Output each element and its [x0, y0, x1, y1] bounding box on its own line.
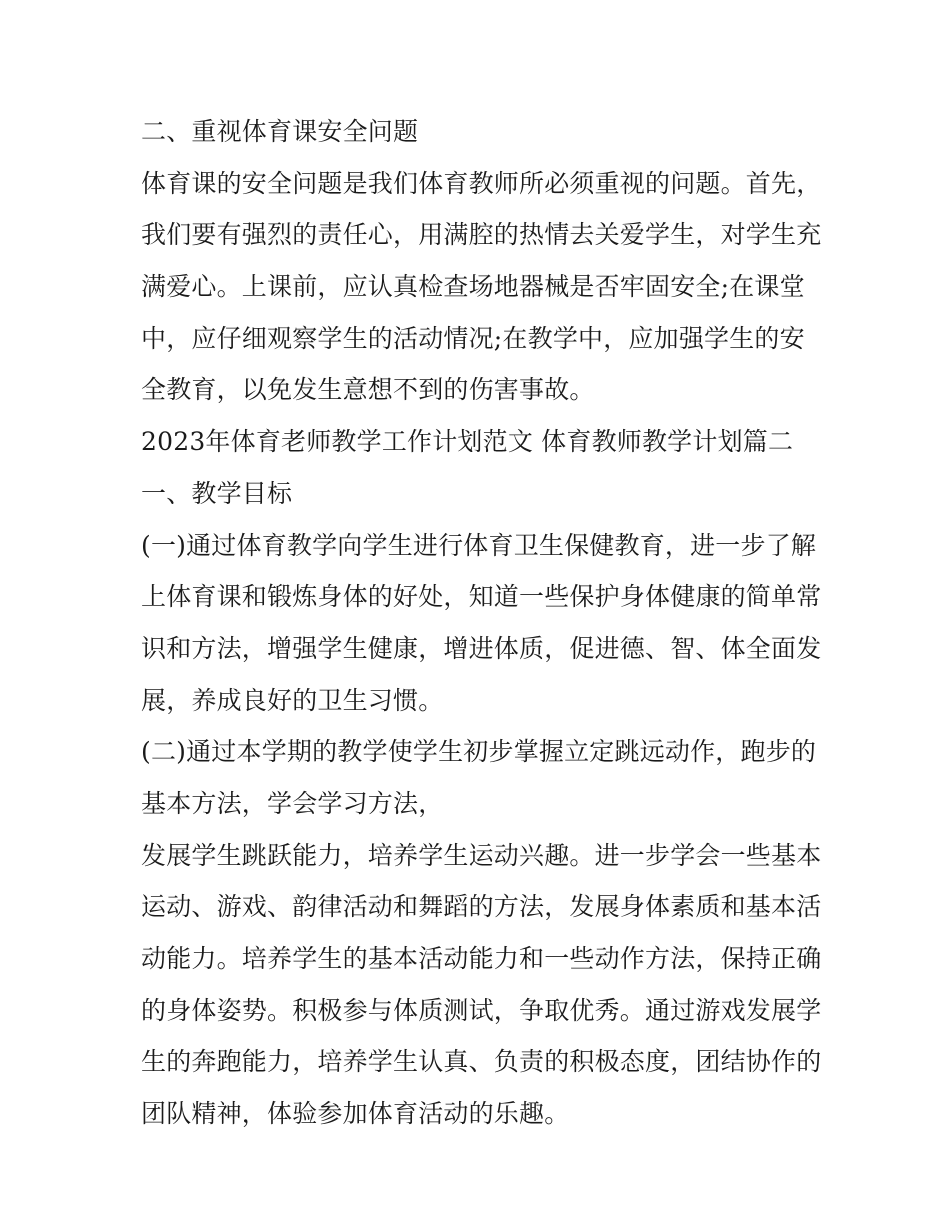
section-heading-safety: 二、重视体育课安全问题 — [141, 117, 419, 146]
paragraph-line: 上体育课和锻炼身体的好处，知道一些保护身体健康的简单常 — [141, 582, 822, 612]
paragraph-line: 全教育，以免发生意想不到的伤害事故。 — [141, 375, 595, 405]
section-heading-goals: 一、教学目标 — [141, 478, 293, 508]
paragraph-line: 中，应仔细观察学生的活动情况;在教学中，应加强学生的安 — [141, 323, 805, 353]
paragraph-line: 基本方法，学会学习方法， — [141, 788, 444, 818]
paragraph-line: (一)通过体育教学向学生进行体育卫生保健教育，进一步了解 — [141, 530, 817, 560]
paragraph-line: 生的奔跑能力，培养学生认真、负责的积极态度，团结协作的 — [141, 1047, 822, 1077]
paragraph-line: 团队精神，体验参加体育活动的乐趣。 — [141, 1099, 570, 1129]
paragraph-line: 发展学生跳跃能力，培养学生运动兴趣。进一步学会一些基本 — [141, 840, 822, 870]
paragraph-line: 展，养成良好的卫生习惯。 — [141, 685, 444, 715]
document-body — [141, 106, 822, 1140]
paragraph-line: 我们要有强烈的责任心，用满腔的热情去关爱学生，对学生充 — [141, 220, 822, 250]
paragraph-line: 动能力。培养学生的基本活动能力和一些动作方法，保持正确 — [141, 944, 822, 973]
paragraph-line: 识和方法，增强学生健康，增进体质，促进德、智、体全面发 — [141, 633, 822, 663]
paragraph-line: 的身体姿势。积极参与体质测试，争取优秀。通过游戏发展学 — [141, 995, 822, 1025]
paragraph-line: 体育课的安全问题是我们体育教师所必须重视的问题。首先， — [141, 168, 822, 198]
paragraph-line: 运动、游戏、韵律活动和舞蹈的方法，发展身体素质和基本活 — [141, 892, 822, 922]
paragraph-line: 满爱心。上课前，应认真检查场地器械是否牢固安全;在课堂 — [141, 272, 805, 302]
article-title: 2023年体育老师教学工作计划范文 体育教师教学计划篇二 — [141, 427, 794, 457]
paragraph-line: (二)通过本学期的教学使学生初步掌握立定跳远动作，跑步的 — [141, 737, 817, 767]
